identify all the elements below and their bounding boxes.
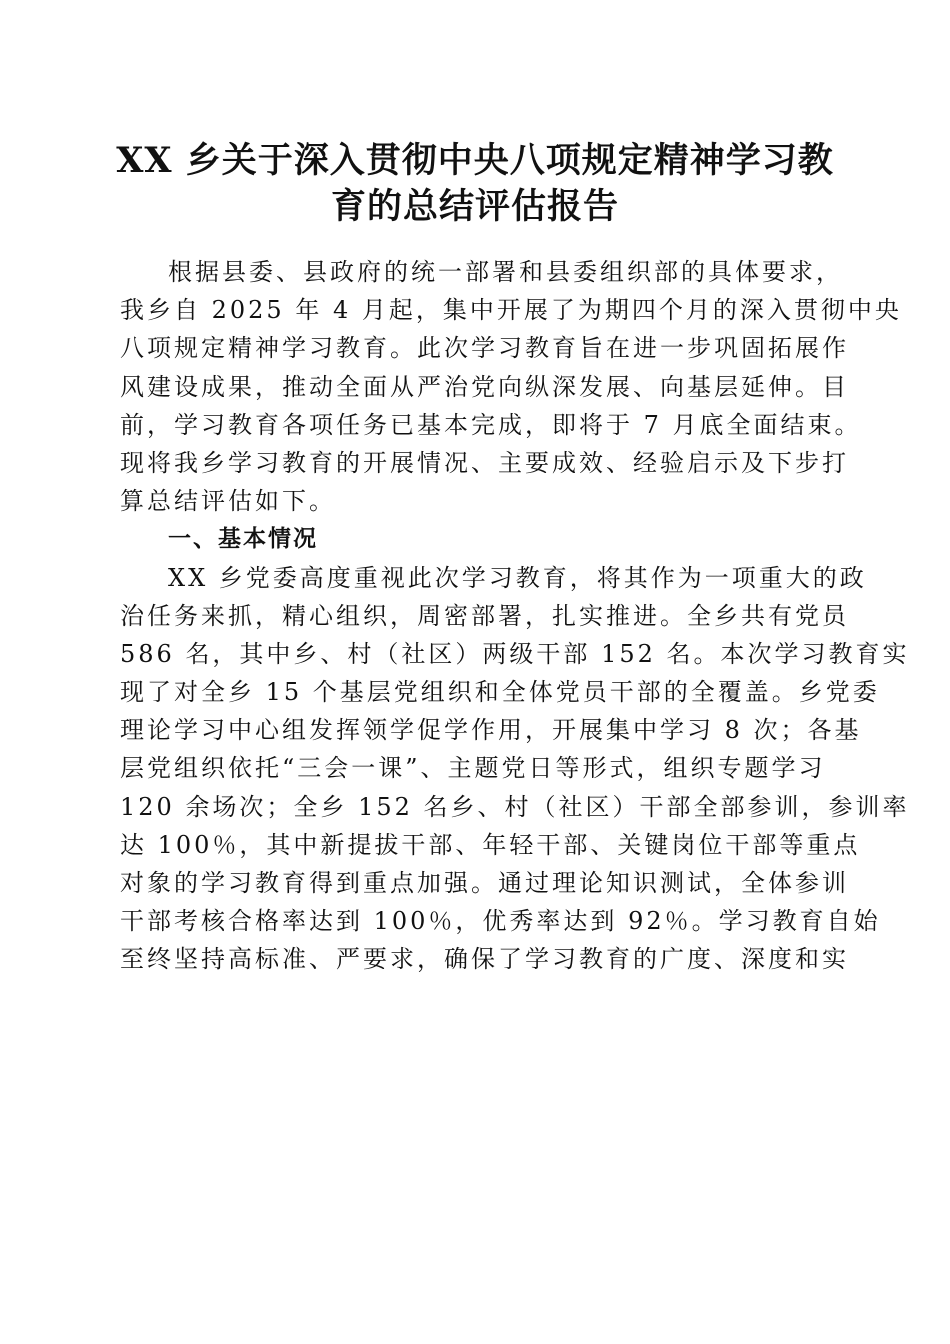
paragraph-basic-situation xyxy=(120,559,910,979)
text-line: 达 100％，其中新提拔干部、年轻干部、关键岗位干部等重点 xyxy=(120,830,861,859)
title-line: 育的总结评估报告 xyxy=(330,186,619,227)
text-line: 对象的学习教育得到重点加强。通过理论知识测试，全体参训 xyxy=(120,869,849,897)
section-heading: 一、基本情况 xyxy=(168,526,318,553)
text-line: 120 余场次；全乡 152 名乡、村（社区）干部全部参训，参训率 xyxy=(120,792,910,821)
text-line: 治任务来抓，精心组织，周密部署，扎实推进。全乡共有党员 xyxy=(120,601,849,630)
text-line: 理论学习中心组发挥领学促学作用，开展集中学习 8 次；各基 xyxy=(120,716,862,745)
text-line: 根据县委、县政府的统一部署和县委组织部的具体要求， xyxy=(168,258,843,286)
text-line: 至终坚持高标准、严要求，确保了学习教育的广度、深度和实 xyxy=(120,945,849,974)
text-line: 586 名，其中乡、村（社区）两级干部 152 名。本次学习教育实 xyxy=(120,639,910,668)
text-line: 八项规定精神学习教育。此次学习教育旨在进一步巩固拓展作 xyxy=(120,334,849,363)
document-body xyxy=(120,253,910,979)
text-line: XX 乡党委高度重视此次学习教育，将其作为一项重大的政 xyxy=(168,563,867,592)
text-line: 风建设成果，推动全面从严治党向纵深发展、向基层延伸。目 xyxy=(120,372,849,401)
text-line: 干部考核合格率达到 100％，优秀率达到 92％。学习教育自始 xyxy=(120,907,881,936)
document-title xyxy=(100,138,850,230)
text-line: 现将我乡学习教育的开展情况、主要成效、经验启示及下步打 xyxy=(120,448,849,477)
text-line: 层党组织依托“三会一课”、主题党日等形式，组织专题学习 xyxy=(120,754,826,783)
title-line: XX 乡关于深入贯彻中央八项规定精神学习教 xyxy=(116,140,834,181)
text-line: 现了对全乡 15 个基层党组织和全体党员干部的全覆盖。乡党委 xyxy=(120,678,880,707)
paragraph-intro xyxy=(120,253,902,520)
text-line: 前，学习教育各项任务已基本完成，即将于 7 月底全面结束。 xyxy=(120,410,862,439)
text-line: 我乡自 2025 年 4 月起，集中开展了为期四个月的深入贯彻中央 xyxy=(120,296,902,325)
text-line: 算总结评估如下。 xyxy=(120,487,336,516)
